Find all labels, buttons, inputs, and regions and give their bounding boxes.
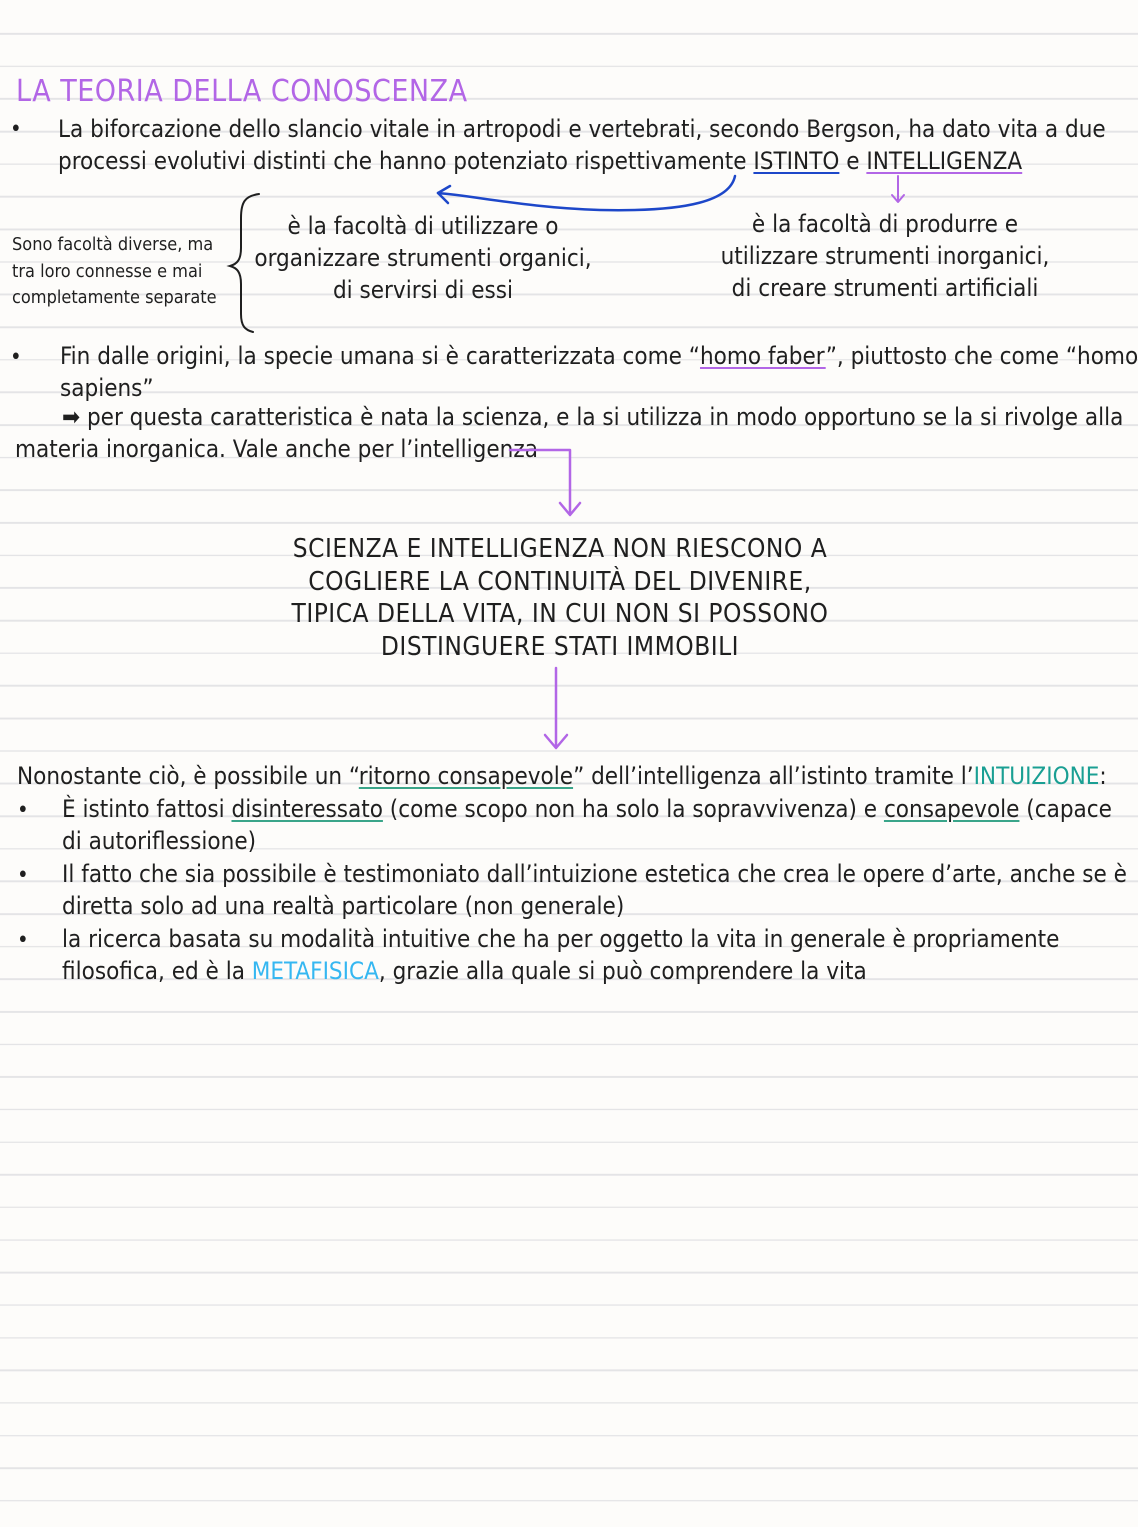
bullet-3-line-1-mid: (come scopo non ha solo la sopravvivenza) e — [382, 795, 884, 823]
bullet-4-line-1: Il fatto che sia possibile è testimoniato dall’intuizione estetica che crea le opere d’arte, anche se è — [62, 860, 1127, 888]
bullet-4-line-2: diretta solo ad una realtà particolare (non generale) — [62, 892, 625, 920]
conclusion-line: COGLIERE LA CONTINUITÀ DEL DIVENIRE, — [308, 566, 812, 597]
bullet-2-line-3-text: per questa caratteristica è nata la scienza, e la si utilizza in modo opportuno se la si rivolge alla — [86, 403, 1124, 431]
bullet-1-line-1: La biforcazione dello slancio vitale in artropodi e vertebrati, secondo Bergson, ha dato vita a due — [58, 115, 1106, 143]
conjunction: e — [839, 147, 867, 175]
bullet-3-marker: • — [17, 798, 29, 823]
bullet-5-line-2-end: , grazie alla quale si può comprendere la vita — [378, 957, 867, 985]
istinto-definition-line: è la facoltà di utilizzare o — [287, 212, 559, 240]
conclusion-line: TIPICA DELLA VITA, IN CUI NON SI POSSONO — [291, 599, 829, 629]
metafisica-term: METAFISICA — [251, 957, 379, 985]
bullet-2-line-1-text: Fin dalle origini, la specie umana si è caratterizzata come “ — [60, 342, 700, 370]
page-title: LA TEORIA DELLA CONOSCENZA — [16, 74, 468, 109]
bullet-3-line-1-text: È istinto fattosi — [62, 795, 232, 823]
bullet-2-line-4: materia inorganica. Vale anche per l’intelligenza — [15, 435, 538, 463]
disinteressato-term: disinteressato — [231, 795, 383, 823]
bullet-5-line-2 — [62, 955, 867, 987]
conclusion-line: SCIENZA E INTELLIGENZA NON RIESCONO A — [292, 534, 828, 564]
intelligenza-definition-line: utilizzare strumenti inorganici, — [720, 242, 1050, 270]
intelligenza-definition-line: di creare strumenti artificiali — [731, 274, 1039, 302]
bullet-5-marker: • — [17, 928, 29, 953]
ritorno-consapevole-term: ritorno consapevole — [358, 762, 574, 790]
bullet-2-line-1-end: ”, piuttosto che come “homo — [825, 342, 1138, 370]
intuizione-intro-mid: ” dell’intelligenza all’istinto tramite l’ — [573, 762, 974, 790]
bullet-1-line-2-text: processi evolutivi distinti che hanno potenziato rispettivamente — [58, 147, 754, 175]
bullet-2-marker: • — [10, 345, 22, 370]
side-note-line: tra loro connesse e mai — [12, 260, 203, 282]
intuizione-intro-text: Nonostante ciò, è possibile un “ — [17, 762, 359, 790]
istinto-definition-line: organizzare strumenti organici, — [254, 244, 592, 272]
bullet-5-line-1: la ricerca basata su modalità intuitive che ha per oggetto la vita in generale è propriamente — [62, 925, 1060, 953]
down-arrow-icon — [0, 0, 1080, 800]
bullet-3-line-2: di autoriflessione) — [62, 827, 257, 855]
consapevole-term: consapevole — [883, 795, 1020, 823]
intuizione-intro — [17, 760, 1107, 792]
bullet-3-line-1-end: (capace — [1019, 795, 1112, 823]
conclusion-line: DISTINGUERE STATI IMMOBILI — [380, 631, 740, 662]
intelligenza-definition-line: è la facoltà di produrre e — [751, 210, 1019, 238]
bullet-3-line-1 — [62, 793, 1112, 825]
intelligenza-term: INTELLIGENZA — [866, 147, 1023, 175]
right-arrow-icon: ➡ — [62, 403, 81, 431]
istinto-term: ISTINTO — [753, 147, 840, 175]
bullet-5-line-2-text: filosofica, ed è la — [62, 957, 252, 985]
homo-faber-term: homo faber — [699, 342, 826, 370]
bullet-4-marker: • — [17, 863, 29, 888]
istinto-definition-line: di servirsi di essi — [332, 276, 514, 304]
bullet-1-marker: • — [10, 117, 22, 142]
bullet-2-line-2: sapiens” — [60, 374, 154, 402]
intuizione-intro-colon: : — [1099, 762, 1107, 790]
side-note-line: Sono facoltà diverse, ma — [12, 234, 214, 255]
intuizione-term: INTUIZIONE — [973, 762, 1100, 790]
side-note-line: completamente separate — [12, 287, 217, 308]
